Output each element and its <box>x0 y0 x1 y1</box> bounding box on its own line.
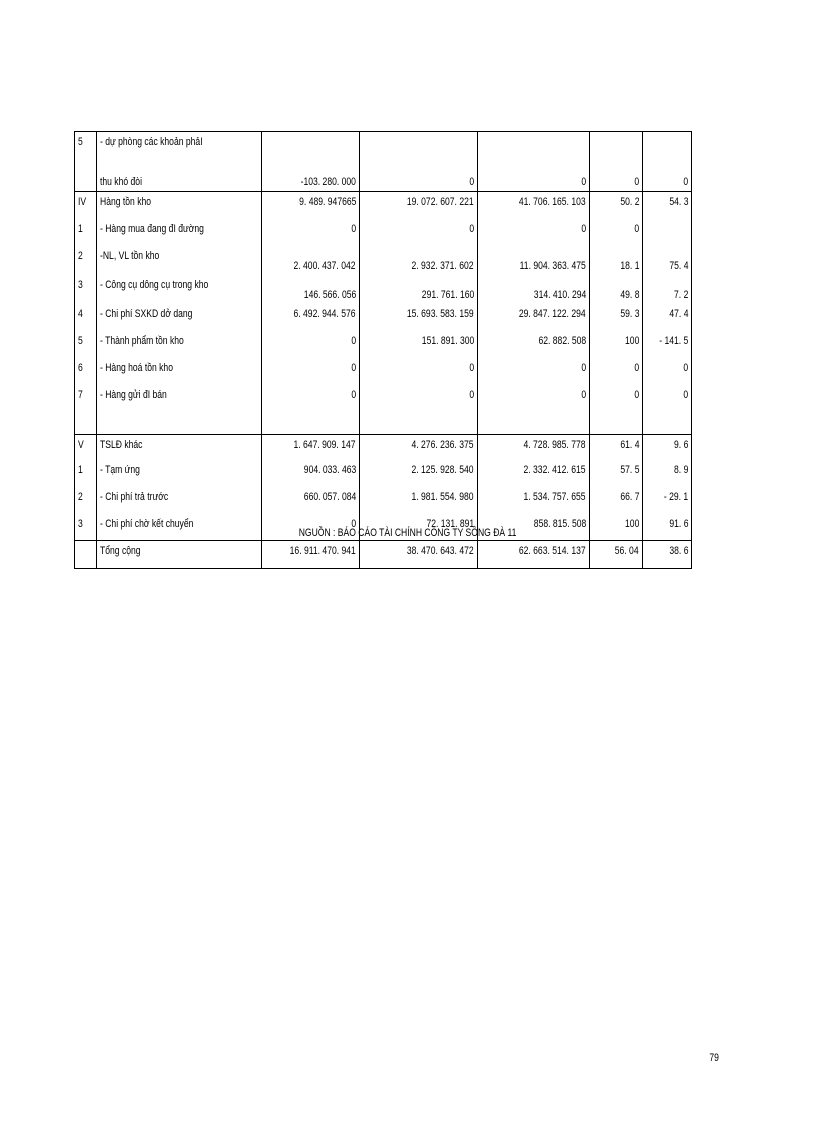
value-col-3 <box>478 275 590 304</box>
row-number-text: 1 <box>78 223 83 235</box>
value-col-2-text: 19. 072. 607. 221 <box>407 196 474 208</box>
row-number <box>75 460 97 487</box>
value-col-2-text: 151. 891. 300 <box>421 335 474 347</box>
percent-col-1-text: 0 <box>634 223 639 235</box>
percent-col-1 <box>590 460 643 487</box>
value-col-2 <box>360 460 478 487</box>
row-number <box>75 385 97 435</box>
row-number <box>75 304 97 331</box>
percent-col-2-text: - 29. 1 <box>663 491 688 503</box>
item-label-text: - Thành phẩm tồn kho <box>100 335 184 347</box>
percent-col-1-text: 61. 4 <box>619 439 639 451</box>
value-col-1 <box>262 304 360 331</box>
table-row <box>75 385 692 435</box>
row-number-text: 6 <box>78 362 83 374</box>
value-col-2-text: 38. 470. 643. 472 <box>407 545 474 557</box>
percent-col-1 <box>590 159 643 192</box>
value-col-2-text: 2. 932. 371. 602 <box>411 260 474 272</box>
table-row <box>75 132 692 160</box>
percent-col-1 <box>590 435 643 461</box>
percent-col-1-text: 50. 2 <box>619 196 639 208</box>
value-col-2 <box>360 275 478 304</box>
value-col-3 <box>478 219 590 246</box>
value-col-1 <box>262 192 360 220</box>
percent-col-1-text: 59. 3 <box>619 308 639 320</box>
item-label <box>97 246 262 275</box>
item-label <box>97 219 262 246</box>
value-col-3-text: 11. 904. 363. 475 <box>519 260 586 272</box>
value-col-1 <box>262 358 360 385</box>
row-number <box>75 159 97 192</box>
percent-col-2-text: 7. 2 <box>673 289 688 301</box>
percent-col-2-text: 54. 3 <box>668 196 688 208</box>
percent-col-2 <box>643 385 692 435</box>
percent-col-2 <box>643 331 692 358</box>
percent-col-2 <box>643 304 692 331</box>
value-col-2 <box>360 246 478 275</box>
value-col-2 <box>360 192 478 220</box>
percent-col-1-text: 49. 8 <box>619 289 639 301</box>
value-col-3-text: 2. 332. 412. 615 <box>523 464 586 476</box>
value-col-1-text: 0 <box>351 518 356 530</box>
item-label-text: Tổng cộng <box>100 545 141 557</box>
value-col-3 <box>478 246 590 275</box>
row-number <box>75 275 97 304</box>
percent-col-2 <box>643 358 692 385</box>
row-number-text: 5 <box>78 136 83 148</box>
item-label <box>97 541 262 569</box>
value-col-1 <box>262 460 360 487</box>
value-col-3 <box>478 331 590 358</box>
value-col-1-text: 6. 492. 944. 576 <box>293 308 356 320</box>
percent-col-2-text: - 141. 5 <box>658 335 688 347</box>
table-row <box>75 246 692 275</box>
value-col-1-text: -103. 280. 000 <box>300 176 356 188</box>
percent-col-2 <box>643 460 692 487</box>
item-label-text: Hàng tồn kho <box>100 196 152 208</box>
value-col-3-text: 62. 882. 508 <box>538 335 586 347</box>
percent-col-2-text: 8. 9 <box>673 464 688 476</box>
row-number <box>75 331 97 358</box>
value-col-2 <box>360 159 478 192</box>
value-col-2-text: 15. 693. 583. 159 <box>407 308 474 320</box>
value-col-1 <box>262 219 360 246</box>
value-col-1-text: 1. 647. 909. 147 <box>293 439 356 451</box>
value-col-3-text: 29. 847. 122. 294 <box>519 308 586 320</box>
row-number <box>75 132 97 160</box>
row-number-text: 2 <box>78 250 83 262</box>
item-label-text: TSLĐ khác <box>100 439 143 451</box>
item-label <box>97 487 262 514</box>
row-number-text: 4 <box>78 308 83 320</box>
source-note <box>0 527 816 539</box>
table-row <box>75 460 692 487</box>
item-label <box>97 304 262 331</box>
percent-col-1 <box>590 246 643 275</box>
percent-col-1 <box>590 331 643 358</box>
value-col-2-text: 0 <box>469 176 474 188</box>
item-label <box>97 331 262 358</box>
percent-col-1-text: 0 <box>634 176 639 188</box>
value-col-2-text: 4. 276. 236. 375 <box>411 439 474 451</box>
value-col-2 <box>360 435 478 461</box>
percent-col-2 <box>643 219 692 246</box>
value-col-3-text: 4. 728. 985. 778 <box>523 439 586 451</box>
row-number-text: 2 <box>78 491 83 503</box>
value-col-1 <box>262 246 360 275</box>
value-col-1 <box>262 132 360 160</box>
value-col-2-text: 2. 125. 928. 540 <box>411 464 474 476</box>
value-col-2-text: 0 <box>469 362 474 374</box>
percent-col-2-text: 0 <box>683 362 688 374</box>
row-number <box>75 219 97 246</box>
percent-col-1-text: 100 <box>624 518 639 530</box>
row-number <box>75 487 97 514</box>
percent-col-1 <box>590 358 643 385</box>
value-col-1 <box>262 487 360 514</box>
value-col-2-text: 72. 131. 891 <box>426 518 474 530</box>
row-number-text: 3 <box>78 279 83 291</box>
row-number <box>75 541 97 569</box>
value-col-2 <box>360 541 478 569</box>
value-col-3 <box>478 487 590 514</box>
value-col-2-text: 0 <box>469 389 474 401</box>
percent-col-1-text: 100 <box>624 335 639 347</box>
item-label-text: thu khó đòi <box>100 176 142 188</box>
value-col-3 <box>478 435 590 461</box>
row-number-text: 1 <box>78 464 83 476</box>
table-row <box>75 487 692 514</box>
percent-col-1 <box>590 275 643 304</box>
value-col-1 <box>262 275 360 304</box>
percent-col-1 <box>590 304 643 331</box>
value-col-2 <box>360 385 478 435</box>
value-col-3-text: 1. 534. 757. 655 <box>523 491 586 503</box>
table-row <box>75 219 692 246</box>
value-col-2-text: 1. 981. 554. 980 <box>411 491 474 503</box>
value-col-3 <box>478 192 590 220</box>
value-col-2 <box>360 331 478 358</box>
item-label <box>97 385 262 435</box>
value-col-3 <box>478 132 590 160</box>
value-col-3-text: 41. 706. 165. 103 <box>519 196 586 208</box>
percent-col-1 <box>590 132 643 160</box>
value-col-1-text: 0 <box>351 389 356 401</box>
value-col-2 <box>360 219 478 246</box>
percent-col-2-text: 38. 6 <box>668 545 688 557</box>
item-label <box>97 435 262 461</box>
percent-col-2 <box>643 435 692 461</box>
item-label-text: - Chi phí trả trước <box>100 491 169 503</box>
value-col-1-text: 904. 033. 463 <box>303 464 356 476</box>
percent-col-2 <box>643 192 692 220</box>
percent-col-2-text: 0 <box>683 176 688 188</box>
value-col-3-text: 314. 410. 294 <box>533 289 586 301</box>
percent-col-2 <box>643 541 692 569</box>
row-number-text: IV <box>78 196 87 208</box>
value-col-1 <box>262 159 360 192</box>
value-col-2 <box>360 132 478 160</box>
percent-col-1-text: 0 <box>634 362 639 374</box>
value-col-2 <box>360 487 478 514</box>
item-label <box>97 358 262 385</box>
percent-col-1-text: 18. 1 <box>619 260 639 272</box>
value-col-1-text: 0 <box>351 335 356 347</box>
percent-col-2 <box>643 487 692 514</box>
value-col-1 <box>262 435 360 461</box>
item-label-text: - dự phòng các khoản phảI <box>100 136 203 148</box>
value-col-1-text: 0 <box>351 362 356 374</box>
percent-col-1 <box>590 219 643 246</box>
value-col-3 <box>478 541 590 569</box>
value-col-1-text: 660. 057. 084 <box>303 491 356 503</box>
percent-col-2 <box>643 132 692 160</box>
row-number-text: 7 <box>78 389 83 401</box>
value-col-1 <box>262 385 360 435</box>
table-row <box>75 541 692 569</box>
percent-col-2-text: 75. 4 <box>668 260 688 272</box>
percent-col-2-text: 0 <box>683 389 688 401</box>
item-label-text: - Chi phí chờ kết chuyển <box>100 518 194 530</box>
value-col-1-text: 2. 400. 437. 042 <box>293 260 356 272</box>
table-row <box>75 304 692 331</box>
percent-col-1-text: 0 <box>634 389 639 401</box>
table-row <box>75 159 692 192</box>
row-number-text: V <box>78 439 84 451</box>
percent-col-2 <box>643 275 692 304</box>
percent-col-1-text: 56. 04 <box>615 545 639 557</box>
item-label <box>97 132 262 160</box>
percent-col-2 <box>643 159 692 192</box>
percent-col-2-text: 47. 4 <box>668 308 688 320</box>
row-number <box>75 246 97 275</box>
row-number <box>75 358 97 385</box>
percent-col-2-text: 9. 6 <box>673 439 688 451</box>
item-label <box>97 159 262 192</box>
value-col-2-text: 291. 761. 160 <box>421 289 474 301</box>
percent-col-1 <box>590 487 643 514</box>
table-row <box>75 358 692 385</box>
value-col-3-text: 858. 815. 508 <box>533 518 586 530</box>
table-row <box>75 331 692 358</box>
percent-col-2 <box>643 246 692 275</box>
value-col-1-text: 0 <box>351 223 356 235</box>
item-label-text: -NL, VL tồn kho <box>100 250 160 262</box>
value-col-1-text: 16. 911. 470. 941 <box>289 545 356 557</box>
value-col-1-text: 9. 489. 947665 <box>298 196 356 208</box>
item-label <box>97 460 262 487</box>
item-label-text: - Hàng gửi đI bán <box>100 389 167 401</box>
percent-col-2-text: 91. 6 <box>668 518 688 530</box>
value-col-1-text: 146. 566. 056 <box>303 289 356 301</box>
value-col-3 <box>478 385 590 435</box>
item-label-text: - Hàng hoá tồn kho <box>100 362 173 374</box>
value-col-3-text: 0 <box>581 362 586 374</box>
item-label-text: - Tạm ứng <box>100 464 140 476</box>
value-col-3-text: 0 <box>581 389 586 401</box>
value-col-2 <box>360 304 478 331</box>
row-number-text: 3 <box>78 518 83 530</box>
percent-col-1 <box>590 192 643 220</box>
page-number <box>708 1052 720 1064</box>
row-number <box>75 435 97 461</box>
item-label-text: - Hàng mua đang đI đường <box>100 223 204 235</box>
page-number-text: 79 <box>709 1052 719 1064</box>
value-col-1 <box>262 331 360 358</box>
financial-table <box>74 131 692 569</box>
value-col-3-text: 0 <box>581 223 586 235</box>
table-body <box>75 132 692 569</box>
percent-col-1 <box>590 385 643 435</box>
percent-col-1 <box>590 541 643 569</box>
value-col-1 <box>262 541 360 569</box>
value-col-2 <box>360 358 478 385</box>
value-col-2-text: 0 <box>469 223 474 235</box>
value-col-3-text: 62. 663. 514. 137 <box>519 545 586 557</box>
item-label <box>97 192 262 220</box>
item-label-text: - Công cụ dông cụ trong kho <box>100 279 209 291</box>
value-col-3 <box>478 159 590 192</box>
source-note-text: NGUỒN : BÁO CÁO TÀI CHÍNH CÔNG TY SÔNG ĐÀ 11 <box>299 527 517 539</box>
item-label <box>97 275 262 304</box>
row-number <box>75 192 97 220</box>
value-col-3 <box>478 304 590 331</box>
row-number-text: 5 <box>78 335 83 347</box>
item-label-text: - Chi phí SXKD dở dang <box>100 308 193 320</box>
table-row <box>75 192 692 220</box>
percent-col-1-text: 66. 7 <box>619 491 639 503</box>
value-col-3 <box>478 358 590 385</box>
table-row <box>75 275 692 304</box>
table-row <box>75 435 692 461</box>
value-col-3 <box>478 460 590 487</box>
percent-col-1-text: 57. 5 <box>619 464 639 476</box>
value-col-3-text: 0 <box>581 176 586 188</box>
